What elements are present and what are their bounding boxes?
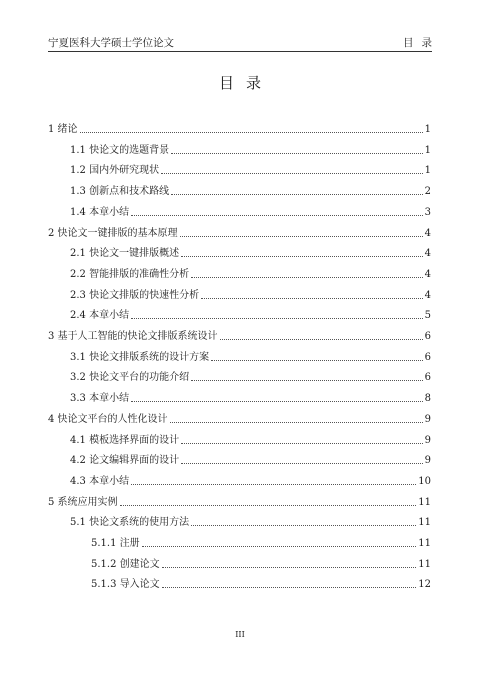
toc-entry[interactable] <box>48 410 431 426</box>
toc-entry-label: 4 快论文平台的人性化设计 <box>48 413 168 425</box>
toc-entry-page: 9 <box>424 434 431 446</box>
toc-leader-dots <box>162 587 417 588</box>
toc-leader-dots <box>191 525 416 526</box>
toc-entry[interactable] <box>70 203 431 219</box>
toc-entry[interactable] <box>91 575 431 591</box>
toc-entry-label: 2.2 智能排版的准确性分析 <box>70 268 190 280</box>
toc-entry-page: 1 <box>424 165 431 177</box>
toc-entry[interactable] <box>48 120 431 136</box>
toc-entry-page: 3 <box>424 206 431 218</box>
toc-entry[interactable] <box>70 286 431 302</box>
header-university-title: 宁夏医科大学硕士学位论文 <box>48 37 174 49</box>
page-number: III <box>235 630 245 639</box>
toc-leader-dots <box>211 360 423 361</box>
toc-entry-page: 9 <box>424 413 431 425</box>
toc-entry[interactable] <box>48 327 431 343</box>
toc-leader-dots <box>171 153 423 154</box>
toc-entry-page: 9 <box>424 455 431 467</box>
toc-leader-dots <box>80 132 423 133</box>
toc-entry-label: 1.4 本章小结 <box>70 206 130 218</box>
toc-leader-dots <box>170 422 423 423</box>
toc-entry[interactable] <box>70 451 431 467</box>
toc-entry-label: 5.1.2 创建论文 <box>91 558 160 570</box>
toc-entry-label: 4.3 本章小结 <box>70 475 130 487</box>
toc-entry-label: 3.1 快论文排版系统的设计方案 <box>70 351 210 363</box>
toc-entry[interactable] <box>70 182 431 198</box>
toc-entry-page: 10 <box>418 475 431 487</box>
toc-leader-dots <box>131 401 423 402</box>
toc-leader-dots <box>131 318 423 319</box>
page-title: 目录 <box>218 74 273 92</box>
toc-entry-page: 11 <box>418 496 431 508</box>
toc-entry-label: 5.1.3 导入论文 <box>91 579 160 591</box>
toc-entry-page: 1 <box>424 144 431 156</box>
toc-entry-label: 2 快论文一键排版的基本原理 <box>48 227 178 239</box>
toc-entry-page: 11 <box>418 538 431 549</box>
toc-entry-page: 11 <box>418 517 431 529</box>
toc-entry[interactable] <box>70 472 431 488</box>
toc-entry[interactable] <box>70 265 431 281</box>
toc-entry-page: 6 <box>424 372 431 384</box>
toc-entry-label: 4.2 论文编辑界面的设计 <box>70 455 180 467</box>
toc-leader-dots <box>220 339 423 340</box>
toc-entry-label: 4.1 模板选择界面的设计 <box>70 434 180 446</box>
toc-entry-page: 6 <box>424 331 431 342</box>
toc-entry-page: 12 <box>418 579 431 591</box>
toc-entry[interactable] <box>70 244 431 260</box>
toc-entry-page: 6 <box>424 351 431 363</box>
toc-leader-dots <box>161 173 423 174</box>
toc-entry-page: 1 <box>424 124 431 135</box>
toc-entry-page: 4 <box>424 227 431 239</box>
toc-entry-label: 2.3 快论文排版的快速性分析 <box>70 289 200 301</box>
toc-entry-label: 3 基于人工智能的快论文排版系统设计 <box>48 331 218 342</box>
toc-leader-dots <box>131 484 416 485</box>
toc-leader-dots <box>120 505 417 506</box>
toc-entry-page: 8 <box>424 393 431 405</box>
toc-entry[interactable] <box>70 368 431 384</box>
toc-leader-dots <box>191 277 423 278</box>
toc-entry-page: 5 <box>424 310 431 322</box>
toc-entry-label: 5.1 快论文系统的使用方法 <box>70 517 190 529</box>
toc-entry-label: 5.1.1 注册 <box>91 538 140 549</box>
toc-entry-label: 5 系统应用实例 <box>48 496 118 508</box>
header-section-title: 目录 <box>403 37 440 49</box>
toc-leader-dots <box>201 298 423 299</box>
toc-entry[interactable] <box>48 224 431 240</box>
toc-entry[interactable] <box>91 534 431 550</box>
toc-entry-label: 3.3 本章小结 <box>70 393 130 405</box>
toc-entry[interactable] <box>70 348 431 364</box>
toc-entry[interactable] <box>70 431 431 447</box>
toc-entry[interactable] <box>70 141 431 157</box>
toc-entry-label: 2.4 本章小结 <box>70 310 130 322</box>
toc-entry-label: 1.1 快论文的选题背景 <box>70 144 170 156</box>
toc-entry[interactable] <box>70 306 431 322</box>
toc-entry-page: 4 <box>424 289 431 301</box>
toc-entry-page: 11 <box>418 558 431 570</box>
toc-entry[interactable] <box>70 513 431 529</box>
toc-leader-dots <box>131 215 423 216</box>
toc-entry-page: 2 <box>424 186 431 198</box>
toc-leader-dots <box>181 463 423 464</box>
toc-entry-label: 2.1 快论文一键排版概述 <box>70 248 180 260</box>
toc-leader-dots <box>142 546 417 547</box>
toc-entry-label: 1.3 创新点和技术路线 <box>70 186 170 198</box>
toc-entry-label: 3.2 快论文平台的功能介绍 <box>70 372 190 384</box>
toc-leader-dots <box>180 236 423 237</box>
toc-entry[interactable] <box>48 493 431 509</box>
toc-entry-label: 1.2 国内外研究现状 <box>70 165 160 177</box>
toc-entry[interactable] <box>70 389 431 405</box>
toc-leader-dots <box>191 380 423 381</box>
toc-entry-page: 4 <box>424 248 431 260</box>
toc-entry[interactable] <box>70 161 431 177</box>
toc-leader-dots <box>162 567 417 568</box>
toc-entry-page: 4 <box>424 268 431 280</box>
toc-leader-dots <box>171 194 423 195</box>
toc-leader-dots <box>181 443 423 444</box>
toc-entry-label: 1 绪论 <box>48 124 78 135</box>
toc-entry[interactable] <box>91 555 431 571</box>
toc-leader-dots <box>181 256 423 257</box>
